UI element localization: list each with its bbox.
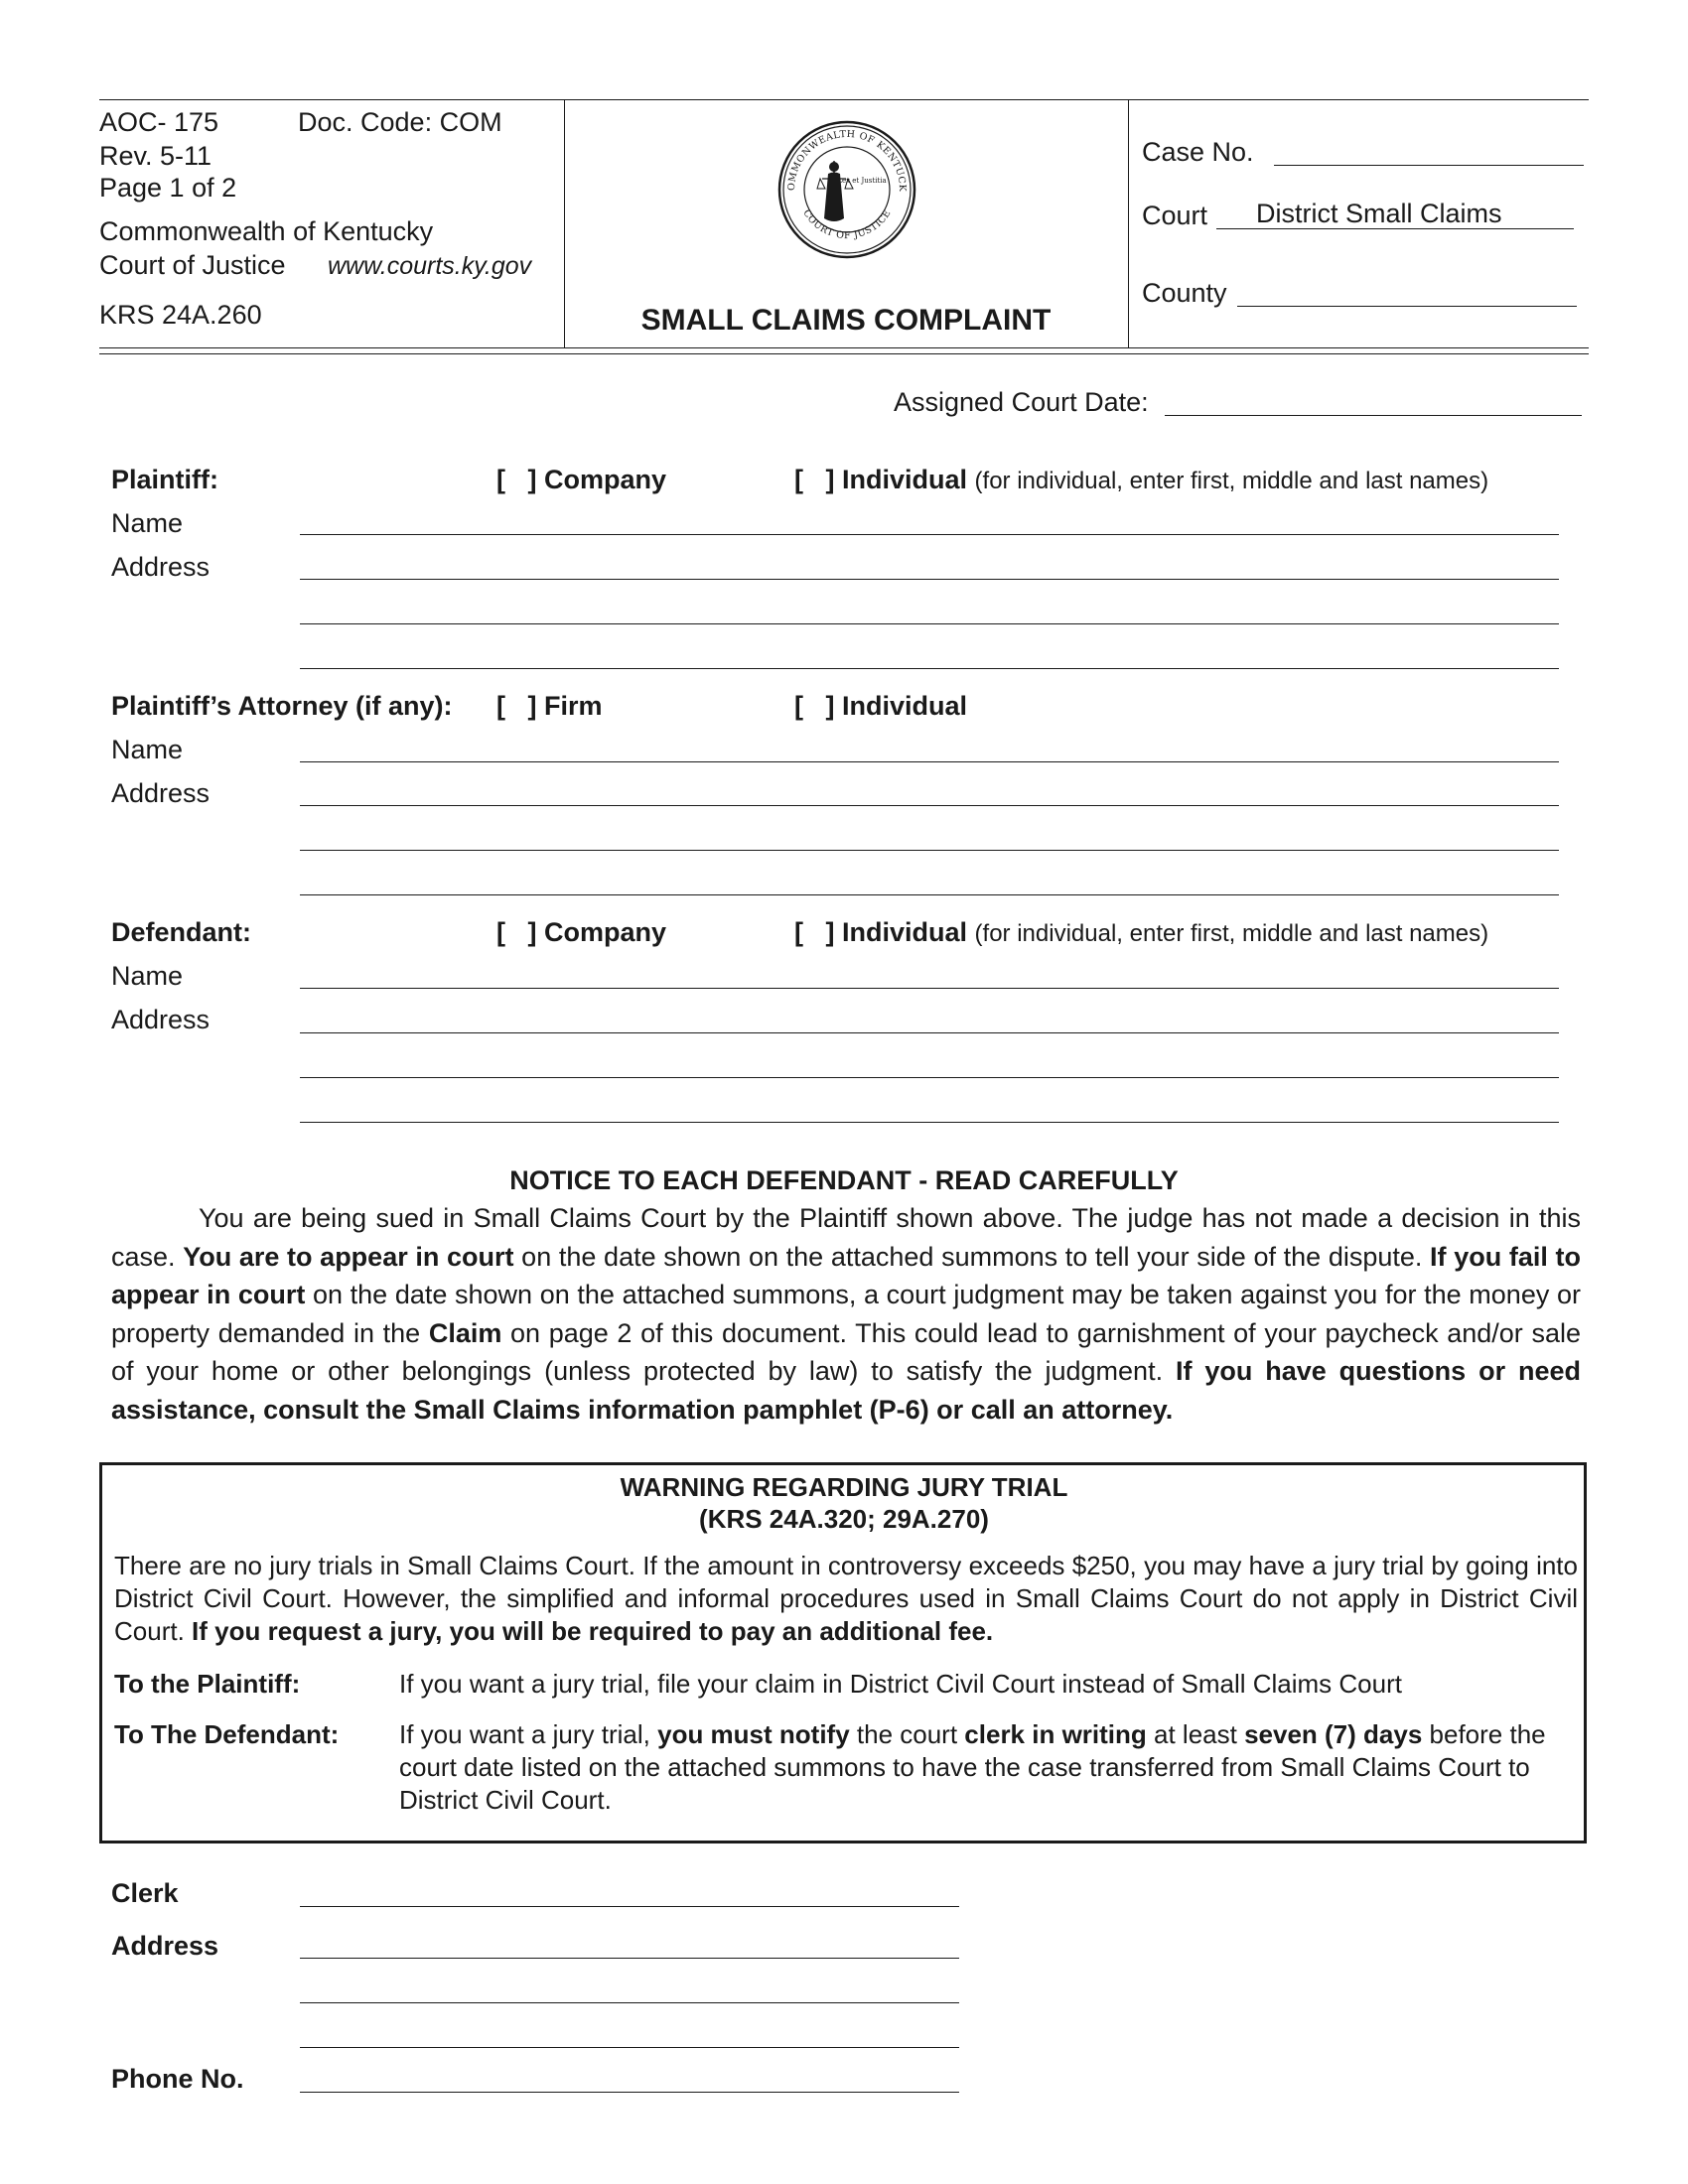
court-label: Court bbox=[1142, 201, 1208, 230]
plaintiff-note: (for individual, enter first, middle and last names) bbox=[974, 468, 1489, 494]
website: www.courts.ky.gov bbox=[328, 252, 532, 280]
attorney-label: Plaintiff’s Attorney (if any): bbox=[111, 691, 453, 721]
county-field[interactable] bbox=[1237, 306, 1577, 307]
checkbox-bracket: [ ] bbox=[496, 465, 537, 494]
plaintiff-address-field-3[interactable] bbox=[300, 668, 1559, 669]
form-number: AOC- 175 bbox=[99, 107, 219, 137]
plaintiff-address-label: Address bbox=[111, 552, 211, 582]
kentucky-seal bbox=[776, 119, 917, 260]
defendant-name-label: Name bbox=[111, 961, 184, 991]
defendant-individual-checkbox[interactable] bbox=[794, 915, 1488, 951]
doc-code: Doc. Code: COM bbox=[298, 107, 502, 137]
clerk-address-label: Address bbox=[111, 1931, 219, 1961]
plaintiff-individual-checkbox[interactable] bbox=[794, 463, 1488, 498]
defendant-address-field-1[interactable] bbox=[300, 1032, 1559, 1033]
notice-paragraph: You are being sued in Small Claims Court by the Plaintiff shown above. The judge has not made a decision in this case. You are to appear in court on the date shown on the attached summons to tell your side of the dispute. If you fail to appear in court on the date shown on the attached summons, a court judgment may be taken against you for the money or property demanded in the Claim on page 2 of this document. This could lead to garnishment of your paycheck and/or sale of your home or other belongings (unless protected by law) to satisfy the judgment. If you have questions or need assistance, consult the Small Claims information pamphlet (P-6) or call an attorney. bbox=[111, 1203, 1581, 1425]
form-title: SMALL CLAIMS COMPLAINT bbox=[640, 304, 1052, 337]
commonwealth: Commonwealth of Kentucky bbox=[99, 216, 434, 246]
warning-statute: (KRS 24A.320; 29A.270) bbox=[699, 1504, 989, 1534]
defendant-address-field-3[interactable] bbox=[300, 1122, 1559, 1123]
to-defendant-text: If you want a jury trial, you must notify the court clerk in writing at least seven (7) days before the court date listed on the attached summons to have the case transferred from Small Claims Court to District Civil Court. bbox=[399, 1719, 1546, 1815]
defendant-address-field-2[interactable] bbox=[300, 1077, 1559, 1078]
seal-text-top: OMMONWEALTH OF KENTUCK bbox=[785, 128, 909, 193]
defendant-individual-label: Individual bbox=[842, 917, 968, 947]
revision: Rev. 5-11 bbox=[99, 141, 212, 171]
checkbox-bracket: [ ] bbox=[496, 691, 537, 721]
county-label: County bbox=[1142, 278, 1227, 308]
court-of-justice: Court of Justice bbox=[99, 250, 286, 280]
assigned-court-date-label: Assigned Court Date: bbox=[894, 387, 1149, 417]
attorney-firm-checkbox[interactable] bbox=[496, 689, 603, 723]
page-number: Page 1 of 2 bbox=[99, 173, 237, 203]
warning-paragraph: There are no jury trials in Small Claims Court. If the amount in controversy exceeds $250, you may have a jury trial by going into District Civil Court. However, the simplified and informal procedures used in Small Claims Court do not apply in District Civil Court. If you request a jury, you will be required to pay an additional fee. bbox=[114, 1551, 1578, 1646]
attorney-individual-label: Individual bbox=[842, 691, 968, 721]
seal-motto: Lex et Justitia bbox=[837, 177, 887, 185]
plaintiff-address-field-2[interactable] bbox=[300, 623, 1559, 624]
header-divider-right bbox=[1128, 99, 1129, 347]
attorney-address-field-1[interactable] bbox=[300, 805, 1559, 806]
plaintiff-label: Plaintiff: bbox=[111, 465, 218, 494]
svg-text:COURT OF JUSTICE bbox=[800, 207, 893, 241]
to-defendant-label: To The Defendant: bbox=[114, 1719, 340, 1749]
attorney-address-field-3[interactable] bbox=[300, 894, 1559, 895]
attorney-address-label: Address bbox=[111, 778, 211, 808]
attorney-name-label: Name bbox=[111, 735, 184, 764]
to-plaintiff-label: To the Plaintiff: bbox=[114, 1669, 301, 1699]
notice-heading: NOTICE TO EACH DEFENDANT - READ CAREFULLY bbox=[509, 1165, 1179, 1195]
case-no-label: Case No. bbox=[1142, 137, 1254, 167]
header-top-rule bbox=[99, 99, 1589, 100]
checkbox-bracket: [ ] bbox=[794, 917, 835, 947]
defendant-label: Defendant: bbox=[111, 917, 251, 947]
attorney-address-field-2[interactable] bbox=[300, 850, 1559, 851]
defendant-name-field[interactable] bbox=[300, 988, 1559, 989]
header-bottom-rule bbox=[99, 347, 1589, 348]
assigned-court-date-field[interactable] bbox=[1165, 415, 1582, 416]
checkbox-bracket: [ ] bbox=[794, 465, 835, 494]
plaintiff-company-checkbox[interactable] bbox=[496, 463, 666, 496]
plaintiff-address-field-1[interactable] bbox=[300, 579, 1559, 580]
header-bottom-rule-2 bbox=[99, 353, 1589, 354]
plaintiff-individual-label: Individual bbox=[842, 465, 968, 494]
seal-icon bbox=[776, 119, 917, 260]
attorney-name-field[interactable] bbox=[300, 761, 1559, 762]
clerk-address-field-2[interactable] bbox=[300, 2002, 959, 2003]
statute: KRS 24A.260 bbox=[99, 300, 262, 330]
defendant-company-label: Company bbox=[544, 917, 667, 947]
plaintiff-company-label: Company bbox=[544, 465, 667, 494]
clerk-label: Clerk bbox=[111, 1878, 179, 1908]
court-value[interactable]: District Small Claims bbox=[1216, 199, 1574, 229]
attorney-firm-label: Firm bbox=[544, 691, 603, 721]
phone-label: Phone No. bbox=[111, 2064, 244, 2094]
plaintiff-name-field[interactable] bbox=[300, 534, 1559, 535]
case-no-field[interactable] bbox=[1274, 165, 1584, 166]
checkbox-bracket: [ ] bbox=[496, 917, 537, 947]
clerk-address-field-1[interactable] bbox=[300, 1958, 959, 1959]
defendant-company-checkbox[interactable] bbox=[496, 915, 666, 949]
phone-field[interactable] bbox=[300, 2092, 959, 2093]
warning-heading: WARNING REGARDING JURY TRIAL bbox=[620, 1472, 1068, 1502]
defendant-address-label: Address bbox=[111, 1005, 211, 1034]
plaintiff-name-label: Name bbox=[111, 508, 184, 538]
checkbox-bracket: [ ] bbox=[794, 691, 835, 721]
seal-text-bottom: COURT OF JUSTICE bbox=[800, 207, 894, 242]
clerk-field[interactable] bbox=[300, 1906, 959, 1907]
attorney-individual-checkbox[interactable] bbox=[794, 689, 967, 723]
clerk-address-field-3[interactable] bbox=[300, 2047, 959, 2048]
to-plaintiff-text: If you want a jury trial, file your claim in District Civil Court instead of Small Claims Court bbox=[399, 1669, 1402, 1699]
defendant-note: (for individual, enter first, middle and last names) bbox=[974, 920, 1489, 947]
